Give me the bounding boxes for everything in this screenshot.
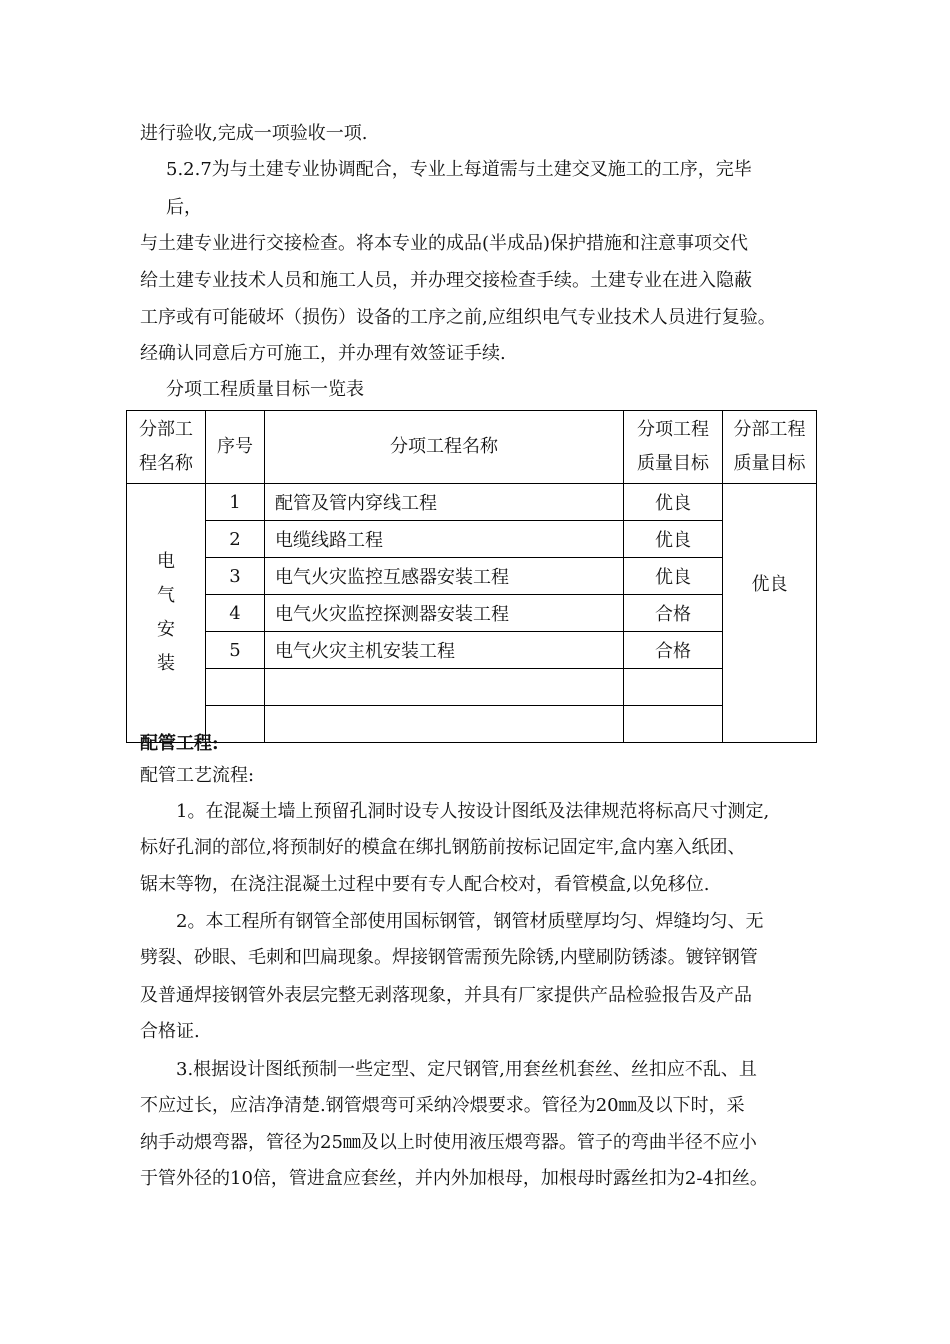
table-row: [127, 632, 817, 669]
table-row: [127, 521, 817, 558]
empty-cell: [265, 669, 624, 706]
item-goal-cell: 优良: [624, 484, 723, 521]
paragraph-line: 合格证.: [140, 1021, 200, 1042]
empty-cell: [624, 669, 723, 706]
table-row-empty: [127, 669, 817, 706]
table-row: [127, 558, 817, 595]
seq-cell: 4: [206, 595, 265, 632]
table-row: [127, 595, 817, 632]
paragraph-line: 5.2.7为与土建专业协调配合，专业上每道需与土建交叉施工的工序，完毕: [166, 159, 752, 180]
paragraph-line: 2。本工程所有钢管全部使用国标钢管，钢管材质壁厚均匀、焊缝均匀、无: [176, 911, 764, 932]
paragraph-line: 经确认同意后方可施工，并办理有效签证手续.: [140, 343, 506, 364]
dept-cell: 电气安装: [127, 484, 206, 743]
section-heading: 配管工程:: [140, 733, 219, 754]
table-caption: 分项工程质量目标一览表: [166, 379, 364, 400]
seq-cell: 3: [206, 558, 265, 595]
empty-cell: [206, 669, 265, 706]
paragraph-line: 于管外径的10倍，管进盒应套丝，并内外加根母，加根母时露丝扣为2-4扣丝。: [140, 1168, 768, 1189]
paragraph-line: 与土建专业进行交接检查。将本专业的成品(半成品)保护措施和注意事项交代: [140, 233, 749, 254]
paragraph-line: 1。在混凝土墙上预留孔洞时设专人按设计图纸及法律规范将标高尺寸测定,: [176, 801, 770, 822]
table-header-row: [127, 411, 817, 484]
item-name-cell: 电气火灾监控互感器安装工程: [265, 558, 624, 595]
paragraph-line: 纳手动煨弯器，管径为25㎜及以上时使用液压煨弯器。管子的弯曲半径不应小: [140, 1132, 757, 1153]
section-subheading: 配管工艺流程:: [140, 765, 255, 786]
paragraph-line: 及普通焊接钢管外表层完整无剥落现象，并具有厂家提供产品检验报告及产品: [140, 985, 752, 1006]
seq-cell: 5: [206, 632, 265, 669]
dept-goal-cell: 优良: [723, 484, 817, 743]
paragraph-line: 给土建专业技术人员和施工人员，并办理交接检查手续。土建专业在进入隐蔽: [140, 270, 752, 291]
header-dept-goal: 分部工程质量目标: [723, 411, 817, 484]
quality-goal-table: [126, 410, 817, 743]
paragraph-line: 进行验收,完成一项验收一项.: [140, 123, 368, 144]
header-item-name: 分项工程名称: [265, 411, 624, 484]
paragraph-line: 锯末等物，在浇注混凝土过程中要有专人配合校对，看管模盒,以免移位.: [140, 874, 710, 895]
item-name-cell: 电气火灾监控探测器安装工程: [265, 595, 624, 632]
paragraph-line: 不应过长，应洁净清楚.钢管煨弯可采纳冷煨要求。管径为20㎜及以下时，采: [140, 1095, 745, 1116]
paragraph-line: 后，: [166, 197, 202, 218]
header-item-goal: 分项工程质量目标: [624, 411, 723, 484]
table-row-empty: [127, 706, 817, 743]
item-name-cell: 电缆线路工程: [265, 521, 624, 558]
item-goal-cell: 优良: [624, 558, 723, 595]
paragraph-line: 工序或有可能破坏（损伤）设备的工序之前,应组织电气专业技术人员进行复验。: [140, 307, 776, 328]
table-row: [127, 484, 817, 521]
item-name-cell: 配管及管内穿线工程: [265, 484, 624, 521]
item-name-cell: 电气火灾主机安装工程: [265, 632, 624, 669]
paragraph-line: 标好孔洞的部位,将预制好的模盒在绑扎钢筋前按标记固定牢,盒内塞入纸团、: [140, 837, 746, 858]
empty-cell: [265, 706, 624, 743]
header-dept-name: 分部工程名称: [127, 411, 206, 484]
header-seq: 序号: [206, 411, 265, 484]
paragraph-line: 劈裂、砂眼、毛刺和凹扁现象。焊接钢管需预先除锈,内壁刷防锈漆。镀锌钢管: [140, 947, 758, 968]
seq-cell: 2: [206, 521, 265, 558]
empty-cell: [624, 706, 723, 743]
paragraph-line: 3.根据设计图纸预制一些定型、定尺钢管,用套丝机套丝、丝扣应不乱、且: [176, 1059, 757, 1080]
item-goal-cell: 优良: [624, 521, 723, 558]
item-goal-cell: 合格: [624, 632, 723, 669]
seq-cell: 1: [206, 484, 265, 521]
item-goal-cell: 合格: [624, 595, 723, 632]
